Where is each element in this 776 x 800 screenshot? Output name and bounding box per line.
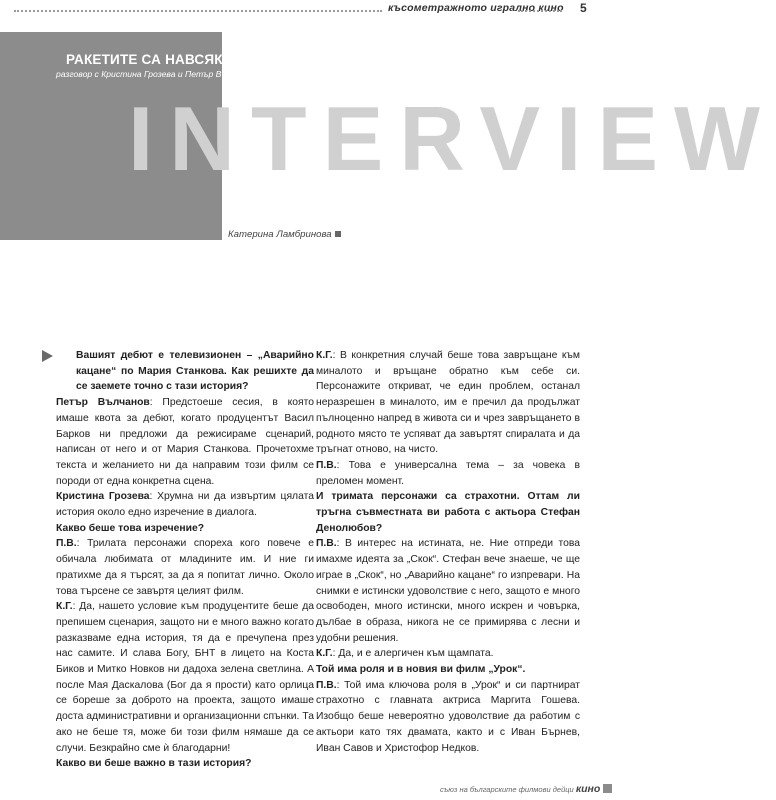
interview-answer (316, 536, 580, 646)
interview-answer (56, 599, 314, 756)
arrow-right-icon (42, 350, 53, 362)
interview-answer (316, 646, 580, 662)
answer-text: : Това е универсална тема – за човека в преломен момент. (316, 459, 580, 487)
answer-text: : В конкретния случай беше това завръщане към миналото и връщане обратно към себе си. Персонажите откриват, че един проблем, останал неразрешен в миналото, им е пречил да продължат пълноценно напред в живота си и чрез завръщането в родното място те успяват да завъртят спиралата и да тръгнат отново, на чисто. (316, 350, 580, 456)
footer (440, 783, 612, 795)
interview-banner: INTERVIEW (128, 89, 776, 190)
interview-answer (316, 678, 580, 757)
author-byline (228, 229, 341, 240)
interview-question: И тримата персонажи са страхотни. Оттам ли тръгна съвместната ви работа с актьора Стефан Денолюбов? (316, 491, 580, 534)
headline-title: РАКЕТИТЕ СА НАВСЯКЪДЕ (66, 52, 254, 67)
article-column-left (56, 348, 314, 772)
page-number: 5 (580, 1, 587, 15)
article-column-right (316, 348, 580, 756)
speaker-name: К.Г. (56, 601, 73, 613)
answer-text: : Хрумна ни да извъртим цялата история около едно изречение в диалога. (56, 491, 314, 519)
header-dotted-rule-right (518, 10, 562, 12)
interview-answer (56, 489, 314, 520)
headline-subtitle: разговор с Кристина Грозева и Петър Вълчанов (56, 69, 255, 79)
speaker-name: Петър Вълчанов (56, 397, 150, 409)
speaker-name: Кристина Грозева (56, 491, 150, 503)
section-title: късометражното игрално кино (388, 2, 564, 14)
square-bullet-icon (335, 231, 341, 237)
speaker-name: П.В. (56, 538, 77, 550)
footer-tagline: съюз на българските филмови дейци (440, 785, 574, 794)
answer-text: : В интерес на истината, не. Ние отпреди това имахме идеята за „Скок“. Стефан вече знаеше, че ще играе в „Скок“, но „Аварийно кацане“ го изпревари. На снимки е истински удоволствие с него, защото е много освободен, много истински, много искрен и човърка, дълбае в образа, никога не се примирява с лесни и удобни решения. (316, 538, 580, 644)
speaker-name: К.Г. (316, 648, 333, 660)
answer-text: : Да, нашето условие към продуцентите беше да препишем сценария, защото ни е много важно когато разказваме една история, тя да е пречупена през нас самите. И слава Богу, БНТ в лицето на Коста Биков и Митко Новков ни дадоха зелена светлина. А после Мая Даскалова (Бог да я прости) като орлица се бореше за доброто на проекта, защото имаше доста административни и организационни спънки. Та ако не беше тя, може би този филм нямаше да се случи. Безкрайно сме ѝ благодарни! (56, 601, 314, 754)
answer-text: : Трилата персонажи спореха кого повече е обичала любимата от младините им. И ние ги пратихме да я търсят, за да я попитат лично. Около това търсене се завъртя целият филм. (56, 538, 314, 597)
speaker-name: К.Г. (316, 350, 333, 361)
interview-answer (56, 536, 314, 599)
author-name: Катерина Ламбринова (228, 229, 332, 240)
interview-question: Какво беше това изречение? (56, 522, 205, 534)
square-bullet-icon (603, 784, 612, 793)
interview-answer (316, 348, 580, 458)
interview-answer (316, 458, 580, 489)
question-text: Вашият дебют е телевизионен – „Аварийно кацане“ по Мария Станкова. Как решихте да се заемете точно с тази история? (76, 350, 314, 393)
speaker-name: П.В. (316, 679, 337, 691)
answer-text: : Той има ключова роля в „Урок“ и си партнират страхотно с главната актриса Маргита Гошева. Изобщо беше невероятно удоволствие да работим с актьори като тях двамата, както и с Иван Бърнев, Иван Савов и Христофор Недков. (316, 679, 580, 754)
interview-question: Той има роля и в новия ви филм „Урок“. (316, 664, 526, 676)
interview-question: Какво ви беше важно в тази история? (56, 758, 252, 770)
answer-text: : Да, и е алергичен към щампата. (332, 648, 494, 660)
speaker-name: П.В. (316, 459, 337, 471)
lead-question (56, 348, 314, 395)
speaker-name: П.В. (316, 538, 337, 550)
header-dotted-rule (14, 10, 382, 12)
footer-brand: кино (575, 783, 601, 795)
interview-answer (56, 395, 314, 489)
answer-text: : Предстоеше сесия, в която имаше квота за дебют, когато продуцентът Васил Барков ни предложи да режисираме сценарий, написан от него и от Мария Станкова. Прочетохме текста и желанието ни да направим този филм се породи от една конкретна сцена. (56, 397, 314, 487)
